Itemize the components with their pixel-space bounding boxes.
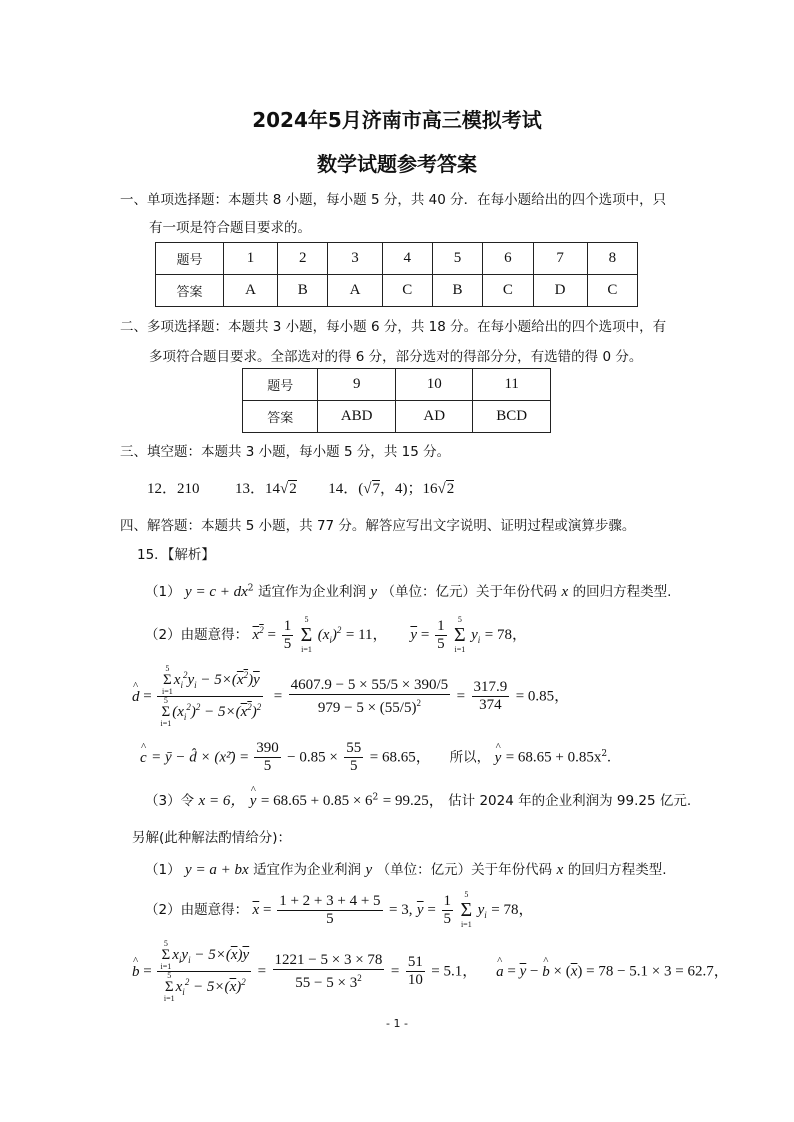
alt-part1-text: 适宜作为企业利润 (253, 862, 362, 878)
exam-title: 2024年5月济南市高三模拟考试 (252, 108, 542, 132)
part3-label: （3）令 (145, 793, 195, 809)
answer-14 (328, 480, 454, 497)
alt-eq2: = 78， (491, 902, 534, 918)
answer-14-root2: 2 (446, 481, 455, 497)
part2-eq2: = 78， (484, 627, 527, 643)
sqrt-icon: √ (363, 481, 372, 497)
row-label-answer: 答案 (243, 401, 318, 433)
section1-heading: 一、单项选择题：本题共 8 小题，每小题 5 分，共 40 分．在每小题给出的四个选项中，只 (120, 192, 667, 208)
answer-13-root: 2 (289, 481, 297, 497)
c-mid: − 0.85 × (287, 749, 338, 766)
c-so: 所以， (449, 749, 491, 766)
d-result: = 0.85， (515, 688, 570, 705)
section2-heading-cont: 多项符合题目要求。全部选对的得 6 分，部分选对的得部分分，有选错的得 0 分。 (149, 349, 643, 365)
question-number: 2 (278, 243, 328, 275)
part3-eq: = 68.65 + 0.85 × 6 (260, 793, 373, 809)
part3-val: = 99.25， (382, 793, 444, 809)
answer-cell: D (533, 275, 587, 307)
question-number: 8 (587, 243, 637, 275)
answer-cell: C (382, 275, 432, 307)
b-result: = 5.1， (431, 963, 478, 980)
answer-13 (235, 480, 297, 497)
table-row (243, 401, 551, 433)
alt-part1-formula: y = a + bx (185, 862, 249, 878)
question-number: 5 (432, 243, 482, 275)
answer-cell: ABD (318, 401, 396, 433)
d-hat-equation: ^ d = 5 Σ i=1 $x_i^2y_i - 5\times(x^2)\overline{y}$ 5 Σ i=1 $(x_i^2)^2 - 5\times(x^2)^2$ = $\frac{4607.9 - 5 \times 55/5 \times 390/5}{979 - 5 \times (55/5)^2}$ = $\frac{317.9}{374}$ = 0.85， (132, 665, 569, 728)
part1-formula: y = c + dx (185, 584, 248, 600)
part2-label: （2）由题意得： (145, 627, 249, 643)
b-numerator: 1221 − 5 × 3 × 78 (274, 951, 383, 968)
page-number: - 1 - (386, 1017, 408, 1030)
c-final: = 68.65 + 0.85x (505, 749, 602, 766)
part1-text: 适宜作为企业利润 (257, 584, 366, 600)
answer-14-root: 7 (372, 481, 380, 497)
c-eq: = ȳ − d̂ × (x²̄) (151, 749, 236, 766)
section2-heading: 二、多项选择题：本题共 3 小题，每小题 6 分，共 18 分。在每小题给出的四个选项中，有 (120, 319, 667, 335)
alt-eq1: = 3, (388, 902, 413, 918)
part3-line: （3）令 x = 6， ^ $y = 68.65 + 0.85 \times 6^2 = 99.25$， 估计 2024 年的企业利润为 99.25 亿元. (145, 789, 691, 810)
fill-in-answers (147, 477, 454, 498)
answer-cell: A (224, 275, 278, 307)
alt-mean-num: 1 + 2 + 3 + 4 + 5 (279, 892, 381, 909)
c-hat-equation: ^ c = ȳ − d̂ × (x²̄) = $\frac{390}{5}$ − 0.85 × $\frac{55}{5}$ = 68.65， 所以， ^ $y = 68.65 + 0.85x^2$. (140, 740, 611, 775)
question-number: 7 (533, 243, 587, 275)
row-label-answer: 答案 (156, 275, 224, 307)
b-frac-den: 10 (407, 972, 423, 988)
part1-label: （1） (145, 584, 181, 600)
alt-part1-text2: （单位：亿元）关于年份代码 (376, 862, 553, 878)
a-result: = 78 − 5.1 × 3 = 62.7， (586, 963, 729, 980)
answer-cell: C (587, 275, 637, 307)
b-frac-num: 51 (407, 954, 423, 970)
part1-text2: （单位：亿元）关于年份代码 (381, 584, 558, 600)
question-number: 3 (328, 243, 382, 275)
answer-title: 数学试题参考答案 (317, 152, 477, 176)
part1-text3: 的回归方程类型. (572, 584, 672, 600)
answer-cell: B (432, 275, 482, 307)
answer-cell: AD (395, 401, 472, 433)
question-number: 4 (382, 243, 432, 275)
section2-answer-table (242, 368, 551, 433)
question-number: 9 (318, 369, 396, 401)
d-frac-num: 317.9 (473, 679, 508, 695)
table-row (156, 275, 638, 307)
sqrt-icon: √ (280, 481, 289, 497)
part3-cond: x = 6， (198, 793, 246, 809)
question-number: 6 (483, 243, 533, 275)
section4-heading: 四、解答题：本题共 5 小题，共 77 分。解答应写出文字说明、证明过程或演算步骤。 (120, 518, 636, 534)
answer-cell: A (328, 275, 382, 307)
section1-answer-table (155, 242, 638, 307)
part3-text: 估计 2024 年的企业利润为 99.25 亿元. (448, 793, 692, 809)
sqrt-icon: √ (437, 481, 446, 497)
question-number: 1 (224, 243, 278, 275)
answer-13-label: 13．14 (235, 481, 281, 497)
alt-part1-line: （1） y = a + bx 适宜作为企业利润 y （单位：亿元）关于年份代码 x 的回归方程类型. (145, 862, 667, 878)
alt-part1-text3: 的回归方程类型. (567, 862, 667, 878)
alt-part2-label: （2）由题意得： (145, 902, 249, 918)
answer-14-label: 14．( (328, 481, 364, 497)
c-result: = 68.65， (369, 749, 431, 766)
row-label-number: 题号 (243, 369, 318, 401)
question-number: 11 (473, 369, 551, 401)
section1-heading-cont: 有一项是符合题目要求的。 (149, 220, 311, 236)
b-denominator: 55 − 5 × 3 (295, 974, 358, 991)
alt-part2-line: （2）由题意得： $\overline{x}$ = $\frac{1 + 2 + 3 + 4 + 5}{5}$ = 3, $\overline{y}$ = $\frac{1}{5}$ 5 Σ i=1 $y_i = 78$， (145, 890, 534, 929)
table-row (156, 243, 638, 275)
part1-line: （1） $y = c + dx^2$ 适宜作为企业利润 y （单位：亿元）关于年份代码 x 的回归方程类型. (145, 583, 672, 600)
section3-heading: 三、填空题：本题共 3 小题，每小题 5 分，共 15 分。 (120, 444, 451, 460)
alt-part1-label: （1） (145, 862, 181, 878)
d-denominator: 979 − 5 × ( (317, 699, 385, 716)
b-hat-equation: ^ b = 5 Σ i=1 $x_iy_i - 5\times(\overline{x})\overline{y}$ 5 Σ i=1 $x_i^2 - 5\times(\overline{x})^2$ = $\frac{1221 - 5 \times 3 \times 78}{55 - 5 \times 3^2}$ = $\frac{51}{10}$ = 5.1， ^ $a = \overline{y}$ − ^ $b \times (\overline{x}) = 78 - 5.1 \times 3 = 62.7$， (132, 940, 729, 1003)
answer-12: 12．210 (147, 481, 200, 497)
part2-eq1: = 11， (345, 627, 388, 643)
d-numerator: 4607.9 − 5 × (290, 676, 368, 693)
d-frac-den: 374 (479, 697, 502, 713)
answer-cell: BCD (473, 401, 551, 433)
answer-cell: B (278, 275, 328, 307)
row-label-number: 题号 (156, 243, 224, 275)
alt-mean-den: 5 (326, 910, 334, 927)
alt-heading: 另解(此种解法酌情给分)： (132, 830, 292, 846)
answer-cell: C (483, 275, 533, 307)
table-row (243, 369, 551, 401)
question-number: 10 (395, 369, 472, 401)
answer-14-rest: ，4)；16 (380, 481, 438, 497)
q15-label: 15．【解析】 (137, 547, 215, 563)
part2-line: （2）由题意得： $x^2$ = $\frac{1}{5}$ 5 Σ i=1 $(x_i)^2 = 11$， $\overline{y}$ = $\frac{1}{5}$ 5 Σ i=1 $y_i = 78$， (145, 615, 527, 654)
